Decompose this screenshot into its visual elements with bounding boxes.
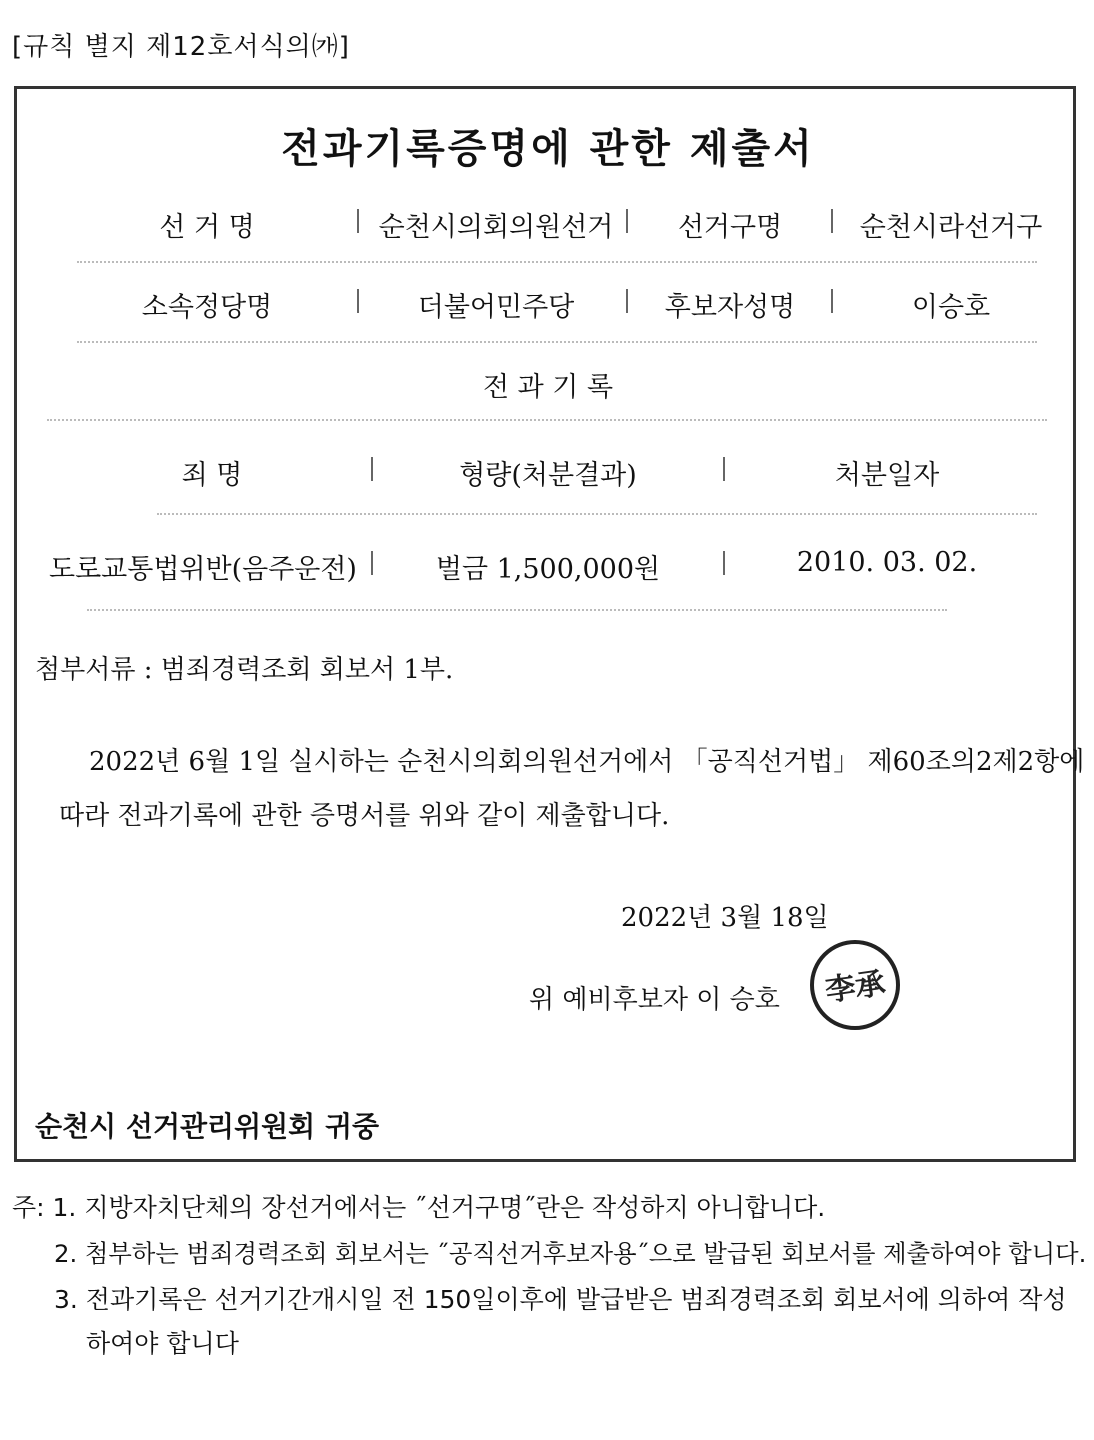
row-dotted-rule [77,341,1037,343]
statement-line-1: 2022년 6월 1일 실시하는 순천시의회의원선거에서 「공직선거법」 제60조의2제2항에 [89,747,1085,777]
district-label: 선거구명 [677,212,783,243]
candidate-label: 후보자성명 [664,292,796,323]
footnote-3: 3. 전과기록은 선거기간개시일 전 150일이후에 발급받은 범죄경력조회 회보서에 의하여 작성 [54,1285,1067,1314]
footnote-2: 2. 첨부하는 범죄경력조회 회보서는 ˝공직선거후보자용˝으로 발급된 회보서를 제출하여야 합니다. [54,1239,1087,1268]
election-name-value: 순천시의회의원선거 [378,212,614,243]
records-header-offense: 죄 명 [181,460,243,491]
signature-name-line: 위 예비후보자 이 승호 [529,985,780,1015]
election-name-label: 선 거 명 [159,212,255,243]
row-dotted-rule [157,513,1037,515]
records-header-date: 처분일자 [834,460,940,491]
signature-date: 2022년 3월 18일 [621,903,829,933]
party-value: 더불어민주당 [417,292,575,323]
column-divider [371,457,373,481]
column-divider [723,551,725,575]
seal-text: 李承 [823,965,888,1009]
addressee: 순천시 선거관리위원회 귀중 [35,1110,380,1143]
party-label: 소속정당명 [141,292,273,323]
form-title: 전과기록증명에 관한 제출서 [281,125,815,172]
candidate-value: 이승호 [911,292,991,323]
column-divider [831,289,833,313]
row-dotted-rule [47,419,1047,421]
form-reference-label: [규칙 별지 제12호서식의㈎] [12,32,350,62]
district-value: 순천시라선거구 [859,212,1043,243]
record-offense: 도로교통법위반(음주운전) [49,554,357,585]
records-header-sentence: 형량(처분결과) [459,460,637,491]
column-divider [357,209,359,233]
column-divider [723,457,725,481]
column-divider [831,209,833,233]
column-divider [626,209,628,233]
personal-seal-stamp [807,937,903,1033]
footnote-3-continued: 하여야 합니다 [86,1329,239,1358]
record-sentence: 벌금 1,500,000원 [435,554,661,585]
column-divider [371,551,373,575]
records-section-title: 전 과 기 록 [482,372,614,403]
attachments-line: 첨부서류 : 범죄경력조회 회보서 1부. [35,655,454,685]
row-dotted-rule [87,609,947,611]
row-dotted-rule [77,261,1037,263]
column-divider [626,289,628,313]
record-date: 2010. 03. 02. [796,547,978,578]
statement-line-2: 따라 전과기록에 관한 증명서를 위와 같이 제출합니다. [59,801,670,831]
footnote-1: 주: 1. 지방자치단체의 장선거에서는 ˝선거구명˝란은 작성하지 아니합니다. [12,1193,826,1222]
column-divider [357,289,359,313]
submission-form [14,86,1085,1162]
